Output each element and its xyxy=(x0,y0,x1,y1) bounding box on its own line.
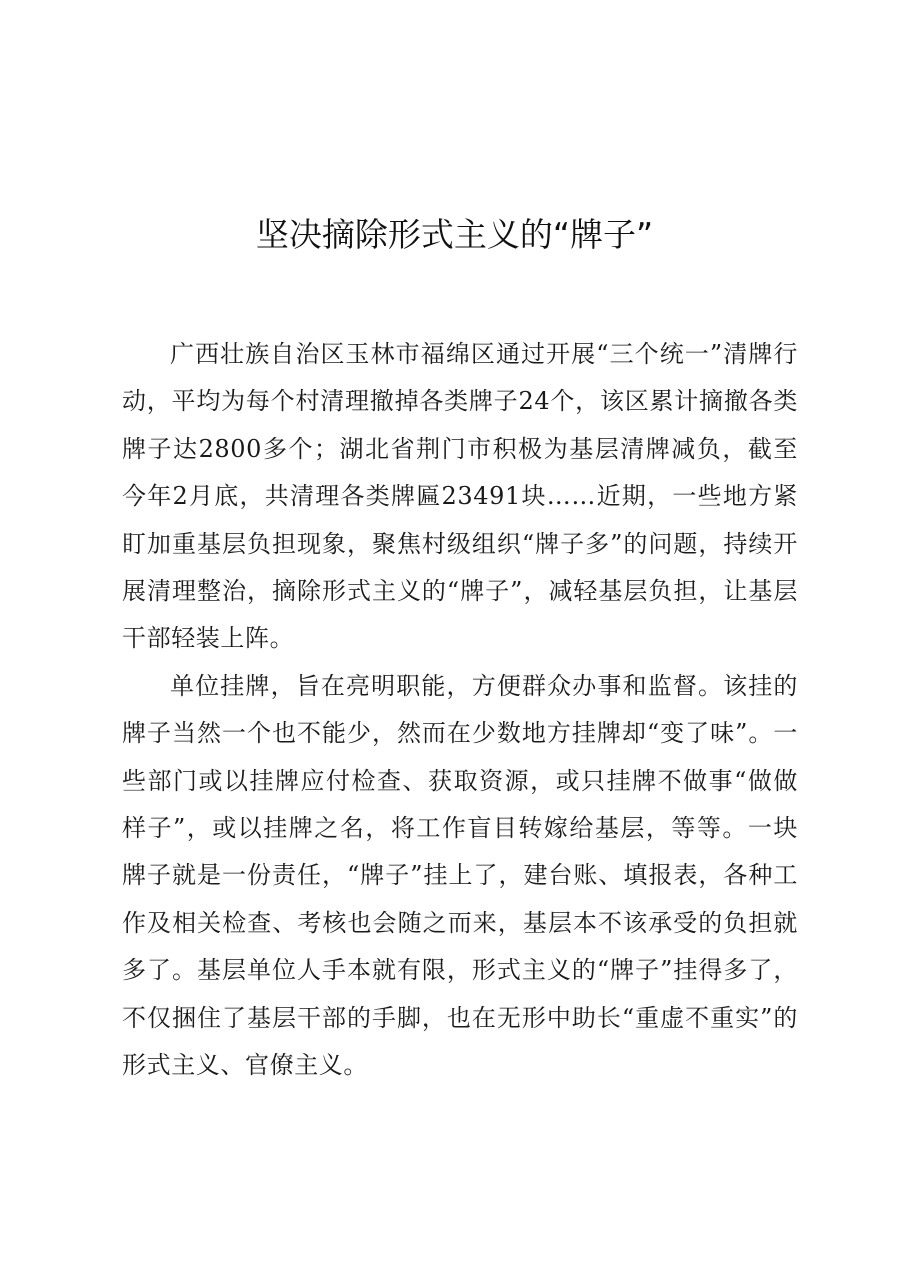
page-title: 坚决摘除形式主义的“牌子” xyxy=(255,215,654,254)
paragraph-1: 广西壮族自治区玉林市福绵区通过开展“三个统一”清牌行动，平均为每个村清理撤掉各类牌子24个，该区累计摘撤各类牌子达2800多个；湖北省荆门市积极为基层清牌减负，截至今年2月底，共清理各类牌匾23491块……近期，一些地方紧盯加重基层负担现象，聚焦村级组织“牌子多”的问题，持续开展清理整治，摘除形式主义的“牌子”，减轻基层负担，让基层干部轻装上阵。 xyxy=(122,340,798,653)
paragraph-2: 单位挂牌，旨在亮明职能，方便群众办事和监督。该挂的牌子当然一个也不能少，然而在少数地方挂牌却“变了味”。一些部门或以挂牌应付检查、获取资源，或只挂牌不做事“做做样子”，或以挂牌之名，将工作盲目转嫁给基层，等等。一块牌子就是一份责任，“牌子”挂上了，建台账、填报表，各种工作及相关检查、考核也会随之而来，基层本不该承受的负担就多了。基层单位人手本就有限，形式主义的“牌子”挂得多了，不仅捆住了基层干部的手脚，也在无形中助长“重虚不重实”的形式主义、官僚主义。 xyxy=(122,671,798,1080)
article-body xyxy=(122,331,798,1090)
